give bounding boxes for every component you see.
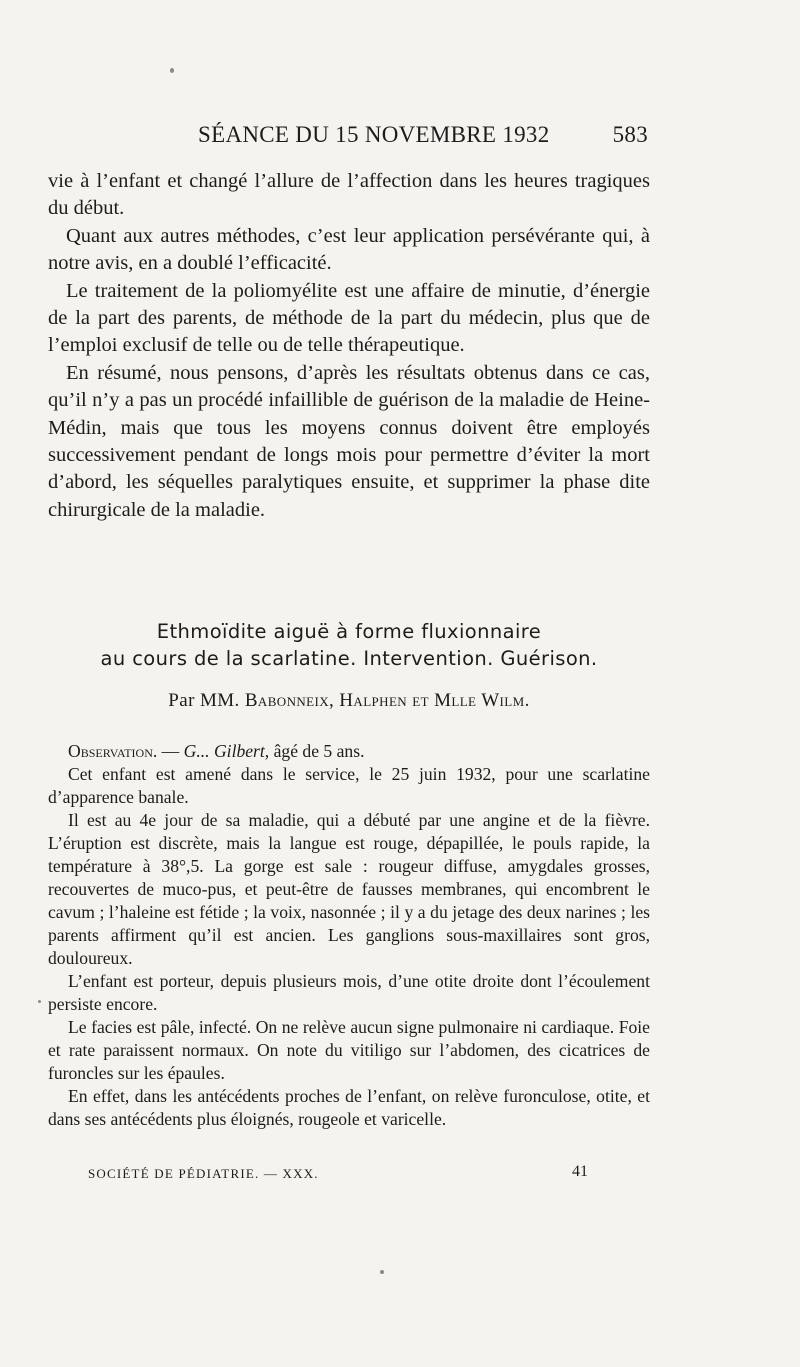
authors-line: [48, 690, 650, 712]
paragraph: Quant aux autres méthodes, c’est leur application persévérante qui, à notre avis, en a doublé l’efficacité.: [48, 224, 650, 275]
page-number: 583: [612, 122, 648, 147]
running-title: SÉANCE DU 15 NOVEMBRE 1932: [198, 122, 550, 147]
paragraph: Cet enfant est amené dans le service, le 25 juin 1932, pour une scarlatine d’apparence banale.: [48, 764, 650, 807]
paragraph: En effet, dans les antécédents proches de l’enfant, on relève furonculose, otite, et dans ses antécédents plus éloignés, rougeole et varicelle.: [48, 1086, 650, 1129]
authors-prefix: Par MM.: [168, 690, 240, 711]
observation-text: [48, 740, 650, 1131]
continuation-text: [48, 168, 650, 524]
observation-label: Observation.: [68, 741, 158, 761]
paragraph: L’enfant est porteur, depuis plusieurs mois, d’une otite droite dont l’écoulement persiste encore.: [48, 971, 650, 1014]
ink-speck: [38, 1000, 41, 1003]
journal-signature: SOCIÉTÉ DE PÉDIATRIE. — XXX.: [88, 1166, 319, 1181]
observation-dash: —: [157, 741, 184, 761]
ink-speck: [170, 68, 174, 73]
article-title: [48, 618, 650, 672]
ink-speck: [380, 1270, 384, 1274]
observation-patient: G... Gilbert,: [183, 741, 270, 761]
title-line-1: Ethmoïdite aiguë à forme fluxionnaire: [156, 620, 542, 643]
paragraph: Le traitement de la poliomyélite est une affaire de minutie, d’énergie de la part des parents, de méthode de la part du médecin, plus que de l’emploi exclusif de telle ou de telle thérapeutique.: [48, 279, 650, 357]
signature-number: 41: [572, 1163, 588, 1180]
observation-age: âgé de 5 ans.: [269, 741, 365, 761]
footer: [88, 1163, 608, 1182]
title-line-2: au cours de la scarlatine. Intervention. Guérison.: [100, 647, 598, 670]
paragraph: Le facies est pâle, infecté. On ne relève aucun signe pulmonaire ni cardiaque. Foie et rate paraissent normaux. On note du vitiligo sur l’abdomen, des cicatrices de furoncles sur les épaules.: [48, 1017, 650, 1083]
paragraph: Il est au 4e jour de sa maladie, qui a débuté par une angine et de la fièvre. L’éruption est discrète, mais la langue est rouge, dépapillée, le pouls rapide, la température à 38°,5. La gorge est sale : rougeur diffuse, amygdales grosses, recouvertes de muco-pus, et peut-être de fausses membranes, qui encombrent le cavum ; l’haleine est fétide ; la voix, nasonnée ; il y a du jetage des deux narines ; les parents affirment qu’il est ancien. Les ganglions sous-maxillaires sont gros, douloureux.: [48, 810, 650, 968]
paragraph: En résumé, nous pensons, d’après les résultats obtenus dans ce cas, qu’il n’y a pas un procédé infaillible de guérison de la maladie de Heine-Médin, mais que tous les moyens connus doivent être employés successivement pendant de longs mois pour permettre d’éviter la mort d’abord, les séquelles paralytiques ensuite, et supprimer la phase dite chirurgicale de la maladie.: [48, 361, 650, 521]
authors-names: Babonneix, Halphen et Mlle Wilm.: [244, 690, 530, 711]
observation-heading: [48, 740, 650, 763]
paragraph: vie à l’enfant et changé l’allure de l’affection dans les heures tragiques du début.: [48, 170, 650, 220]
